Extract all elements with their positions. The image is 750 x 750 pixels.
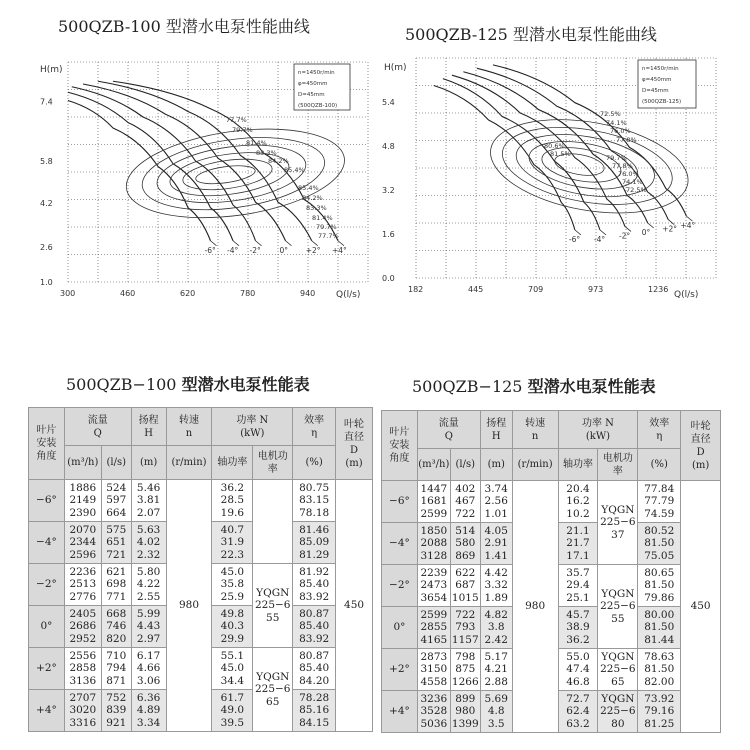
x-axis-label: Q(l/s) bbox=[336, 290, 361, 300]
y-tick-label: 2.6 bbox=[40, 242, 53, 252]
head-cell: 6.17 4.66 3.06 bbox=[131, 648, 166, 690]
efficiency-label: 77.8% bbox=[612, 162, 633, 170]
header-diameter-unit: (m) bbox=[691, 459, 710, 471]
motor-cell: YQGN 225−6 55 bbox=[598, 565, 638, 649]
efficiency-cell: 80.00 81.50 81.44 bbox=[638, 607, 681, 649]
x-tick-label: 940 bbox=[300, 289, 316, 298]
header-motor-power: 电机功率 bbox=[253, 446, 293, 480]
x-tick-label: 709 bbox=[528, 285, 544, 294]
flow-m3h-cell: 2556 2858 3136 bbox=[64, 648, 101, 690]
table-row bbox=[29, 480, 373, 522]
efficiency-label: 84.2% bbox=[302, 194, 323, 202]
head-cell: 4.82 3.8 2.42 bbox=[480, 607, 512, 649]
flow-ls-cell: 621 698 771 bbox=[101, 564, 131, 606]
efficiency-label: 85.4% bbox=[298, 184, 319, 192]
shaft-power-cell: 55.0 47.4 46.8 bbox=[558, 649, 598, 691]
efficiency-label: 81.5% bbox=[550, 150, 571, 158]
efficiency-label: 76.0% bbox=[610, 127, 631, 135]
flow-m3h-cell: 2236 2513 2776 bbox=[64, 564, 101, 606]
flow-ls-cell: 710 794 871 bbox=[101, 648, 131, 690]
header-efficiency: 效率 η bbox=[293, 408, 336, 446]
x-tick-label: 1236 bbox=[648, 285, 669, 294]
header-shaft-power: 轴功率 bbox=[212, 446, 253, 480]
flow-m3h-cell: 3236 3528 5036 bbox=[417, 691, 450, 733]
table-2-model: 500QZB−125 bbox=[412, 377, 523, 396]
header-diameter-label: 叶轮 直径 D bbox=[690, 420, 711, 458]
angle-label: -2° bbox=[618, 231, 631, 241]
angle-cell: +2° bbox=[382, 649, 418, 691]
head-cell: 5.17 4.21 2.88 bbox=[480, 649, 512, 691]
efficiency-cell: 78.28 85.16 84.15 bbox=[293, 690, 336, 732]
angle-label: -4° bbox=[227, 245, 239, 255]
flow-m3h-cell: 2599 2855 4165 bbox=[417, 607, 450, 649]
shaft-power-cell: 49.8 40.3 29.9 bbox=[212, 606, 253, 648]
efficiency-cell: 78.63 81.50 82.00 bbox=[638, 649, 681, 691]
diameter-cell: 450 bbox=[336, 480, 373, 732]
efficiency-label: 81.4% bbox=[312, 214, 333, 222]
efficiency-label: 80.6% bbox=[544, 142, 565, 150]
y-tick-label: 4.8 bbox=[382, 142, 395, 151]
chart-2-title: 500QZB-125 型潜水电泵性能曲线 bbox=[405, 25, 657, 44]
x-tick-label: 460 bbox=[120, 289, 136, 298]
angle-label: +4° bbox=[680, 221, 696, 231]
unit-speed: (r/min) bbox=[166, 446, 212, 480]
speed-cell: 980 bbox=[166, 480, 212, 732]
motor-cell: YQGN 225−6 80 bbox=[598, 691, 638, 733]
info-text: n=1450r/min bbox=[298, 70, 335, 76]
motor-cell: YQGN 225−6 37 bbox=[598, 481, 638, 565]
efficiency-label: 77.7% bbox=[318, 232, 339, 240]
header-head: 扬程 H bbox=[480, 411, 512, 449]
header-diameter bbox=[336, 408, 373, 480]
unit-m3h: (m³/h) bbox=[64, 446, 101, 480]
flow-m3h-cell: 1850 2088 3128 bbox=[417, 523, 450, 565]
angle-cell: +4° bbox=[382, 691, 418, 733]
shaft-power-cell: 20.4 16.2 10.2 bbox=[558, 481, 598, 523]
unit-ls: (l/s) bbox=[101, 446, 131, 480]
unit-head: (m) bbox=[131, 446, 166, 480]
header-motor-power: 电机功率 bbox=[598, 449, 638, 481]
header-shaft-power: 轴功率 bbox=[558, 449, 598, 481]
efficiency-cell: 77.84 77.79 74.59 bbox=[638, 481, 681, 523]
efficiency-cell: 73.92 79.16 81.25 bbox=[638, 691, 681, 733]
x-axis-label: Q(l/s) bbox=[674, 290, 699, 300]
efficiency-label: 84.2% bbox=[268, 157, 289, 165]
header-efficiency: 效率 η bbox=[638, 411, 681, 449]
head-curve bbox=[72, 87, 256, 241]
efficiency-label: 74.1% bbox=[622, 178, 643, 186]
info-text: φ=450mm bbox=[298, 81, 328, 87]
unit-m3h: (m³/h) bbox=[417, 449, 450, 481]
efficiency-label: 72.5% bbox=[600, 110, 621, 118]
efficiency-label: 79.7% bbox=[316, 223, 337, 231]
flow-m3h-cell: 2239 2473 3654 bbox=[417, 565, 450, 607]
efficiency-cell: 80.75 83.15 78.18 bbox=[293, 480, 336, 522]
shaft-power-cell: 45.7 38.9 36.2 bbox=[558, 607, 598, 649]
table-1-title-text: 型潜水电泵性能表 bbox=[181, 375, 310, 394]
efficiency-cell: 80.87 85.40 84.20 bbox=[293, 648, 336, 690]
angle-cell: −2° bbox=[29, 564, 65, 606]
table-1-model: 500QZB−100 bbox=[66, 375, 177, 394]
head-cell: 5.80 4.22 2.55 bbox=[131, 564, 166, 606]
x-tick-label: 620 bbox=[180, 289, 196, 298]
flow-ls-cell: 668 746 820 bbox=[101, 606, 131, 648]
performance-table-125 bbox=[381, 410, 721, 733]
angle-label: -6° bbox=[568, 234, 581, 244]
y-axis-label: H(m) bbox=[384, 63, 407, 73]
head-curve bbox=[68, 101, 211, 241]
unit-ls: (l/s) bbox=[450, 449, 480, 481]
head-cell: 3.74 2.56 1.01 bbox=[480, 481, 512, 523]
head-cell: 5.69 4.8 3.5 bbox=[480, 691, 512, 733]
head-cell: 5.46 3.81 2.07 bbox=[131, 480, 166, 522]
x-tick-label: 973 bbox=[588, 285, 604, 294]
info-text: (500QZB-100) bbox=[298, 103, 338, 109]
angle-cell: −4° bbox=[29, 522, 65, 564]
y-tick-label: 1.0 bbox=[40, 278, 53, 287]
flow-ls-cell: 514 580 869 bbox=[450, 523, 480, 565]
flow-ls-cell: 899 980 1399 bbox=[450, 691, 480, 733]
header-flow: 流量 Q bbox=[64, 408, 131, 446]
head-cell: 5.63 4.02 2.32 bbox=[131, 522, 166, 564]
info-text: n=1450r/min bbox=[642, 66, 679, 72]
flow-ls-cell: 622 687 1015 bbox=[450, 565, 480, 607]
efficiency-cell: 81.92 85.40 83.92 bbox=[293, 564, 336, 606]
angle-label: +4° bbox=[332, 245, 347, 255]
unit-efficiency: (%) bbox=[638, 449, 681, 481]
y-tick-label: 1.6 bbox=[382, 230, 395, 239]
y-tick-label: 5.4 bbox=[382, 98, 395, 107]
unit-speed: (r/min) bbox=[512, 449, 558, 481]
shaft-power-cell: 36.2 28.5 19.6 bbox=[212, 480, 253, 522]
info-text: φ=450mm bbox=[642, 77, 672, 83]
motor-cell-empty bbox=[253, 480, 293, 564]
efficiency-label: 79.7% bbox=[606, 154, 627, 162]
angle-cell: −6° bbox=[382, 481, 418, 523]
efficiency-label: 77.8% bbox=[616, 136, 637, 144]
header-flow: 流量 Q bbox=[417, 411, 480, 449]
header-speed: 转速 n bbox=[166, 408, 212, 446]
angle-cell: 0° bbox=[29, 606, 65, 648]
efficiency-label: 85.4% bbox=[284, 166, 305, 174]
efficiency-label: 76.0% bbox=[618, 170, 639, 178]
angle-label: 0° bbox=[279, 245, 289, 255]
efficiency-cell: 80.52 81.50 75.05 bbox=[638, 523, 681, 565]
table-1-title bbox=[66, 372, 310, 395]
header-blade-angle: 叶片 安装 角度 bbox=[382, 411, 418, 481]
y-tick-label: 5.8 bbox=[40, 157, 53, 166]
angle-label: -2° bbox=[249, 245, 261, 255]
header-diameter-label: 叶轮 直径 D bbox=[344, 418, 365, 456]
angle-cell: +2° bbox=[29, 648, 65, 690]
flow-ls-cell: 575 651 721 bbox=[101, 522, 131, 564]
info-text: D=45mm bbox=[642, 88, 669, 94]
flow-m3h-cell: 2873 3150 4558 bbox=[417, 649, 450, 691]
shaft-power-cell: 21.1 21.7 17.1 bbox=[558, 523, 598, 565]
head-cell: 4.42 3.32 1.89 bbox=[480, 565, 512, 607]
angle-label: +2° bbox=[662, 224, 678, 234]
angle-cell: −6° bbox=[29, 480, 65, 522]
shaft-power-cell: 55.1 45.0 34.4 bbox=[212, 648, 253, 690]
head-cell: 4.05 2.91 1.41 bbox=[480, 523, 512, 565]
flow-m3h-cell: 2707 3020 3316 bbox=[64, 690, 101, 732]
y-tick-label: 4.2 bbox=[40, 198, 53, 208]
shaft-power-cell: 61.7 49.0 39.5 bbox=[212, 690, 253, 732]
y-axis-label: H(m) bbox=[40, 65, 63, 75]
shaft-power-cell: 40.7 31.9 22.3 bbox=[212, 522, 253, 564]
header-power: 功率 N (kW) bbox=[212, 408, 293, 446]
info-text: D=45mm bbox=[298, 92, 325, 98]
angle-cell: −2° bbox=[382, 565, 418, 607]
angle-cell: 0° bbox=[382, 607, 418, 649]
table-row bbox=[382, 481, 721, 523]
motor-cell: YQGN 225−6 65 bbox=[253, 648, 293, 732]
efficiency-label: 77.7% bbox=[226, 116, 247, 124]
efficiency-label: 83.3% bbox=[256, 149, 277, 157]
unit-head: (m) bbox=[480, 449, 512, 481]
angle-label: +2° bbox=[305, 245, 321, 255]
header-diameter bbox=[681, 411, 721, 481]
header-head: 扬程 H bbox=[131, 408, 166, 446]
flow-ls-cell: 722 793 1157 bbox=[450, 607, 480, 649]
motor-cell: YQGN 225−6 65 bbox=[598, 649, 638, 691]
info-text: (500QZB-125) bbox=[642, 99, 682, 105]
flow-ls-cell: 752 839 921 bbox=[101, 690, 131, 732]
head-cell: 6.36 4.89 3.34 bbox=[131, 690, 166, 732]
flow-m3h-cell: 2070 2344 2596 bbox=[64, 522, 101, 564]
shaft-power-cell: 72.7 62.4 63.2 bbox=[558, 691, 598, 733]
flow-m3h-cell: 1886 2149 2390 bbox=[64, 480, 101, 522]
efficiency-label: 74.1% bbox=[606, 119, 627, 127]
flow-ls-cell: 524 597 664 bbox=[101, 480, 131, 522]
unit-efficiency: (%) bbox=[293, 446, 336, 480]
efficiency-cell: 80.87 85.40 83.92 bbox=[293, 606, 336, 648]
flow-m3h-cell: 2405 2686 2952 bbox=[64, 606, 101, 648]
y-tick-label: 0.0 bbox=[382, 274, 395, 283]
angle-label: -4° bbox=[593, 234, 606, 244]
table-2-title bbox=[412, 374, 656, 397]
x-tick-label: 300 bbox=[60, 289, 76, 298]
header-diameter-unit: (m) bbox=[345, 457, 363, 469]
performance-chart-125 bbox=[382, 50, 722, 310]
y-tick-label: 7.4 bbox=[40, 97, 53, 107]
x-tick-label: 182 bbox=[408, 285, 424, 294]
shaft-power-cell: 35.7 29.4 25.1 bbox=[558, 565, 598, 607]
chart-1-title: 500QZB-100 型潜水电泵性能曲线 bbox=[58, 17, 310, 36]
speed-cell: 980 bbox=[512, 481, 558, 733]
header-power: 功率 N (kW) bbox=[558, 411, 638, 449]
flow-ls-cell: 798 875 1266 bbox=[450, 649, 480, 691]
angle-cell: +4° bbox=[29, 690, 65, 732]
efficiency-label: 72.5% bbox=[626, 186, 647, 194]
flow-ls-cell: 402 467 722 bbox=[450, 481, 480, 523]
efficiency-label: 79.7% bbox=[232, 126, 253, 134]
flow-m3h-cell: 1447 1681 2599 bbox=[417, 481, 450, 523]
performance-chart-100 bbox=[36, 50, 376, 310]
efficiency-label: 81.4% bbox=[246, 139, 267, 147]
angle-label: 0° bbox=[641, 228, 651, 237]
x-tick-label: 445 bbox=[468, 285, 484, 294]
head-cell: 5.99 4.43 2.97 bbox=[131, 606, 166, 648]
angle-cell: −4° bbox=[382, 523, 418, 565]
table-2-title-text: 型潜水电泵性能表 bbox=[527, 377, 656, 396]
motor-cell: YQGN 225−6 55 bbox=[253, 564, 293, 648]
efficiency-cell: 81.46 85.09 81.29 bbox=[293, 522, 336, 564]
shaft-power-cell: 45.0 35.8 25.9 bbox=[212, 564, 253, 606]
header-blade-angle: 叶片 安装 角度 bbox=[29, 408, 65, 480]
performance-table-100 bbox=[28, 407, 373, 732]
efficiency-cell: 80.65 81.50 79.86 bbox=[638, 565, 681, 607]
head-curve bbox=[68, 92, 233, 241]
efficiency-label: 83.3% bbox=[306, 204, 327, 212]
x-tick-label: 780 bbox=[240, 289, 256, 298]
y-tick-label: 3.2 bbox=[382, 186, 395, 195]
diameter-cell: 450 bbox=[681, 481, 721, 733]
header-speed: 转速 n bbox=[512, 411, 558, 449]
angle-label: -6° bbox=[204, 245, 216, 255]
